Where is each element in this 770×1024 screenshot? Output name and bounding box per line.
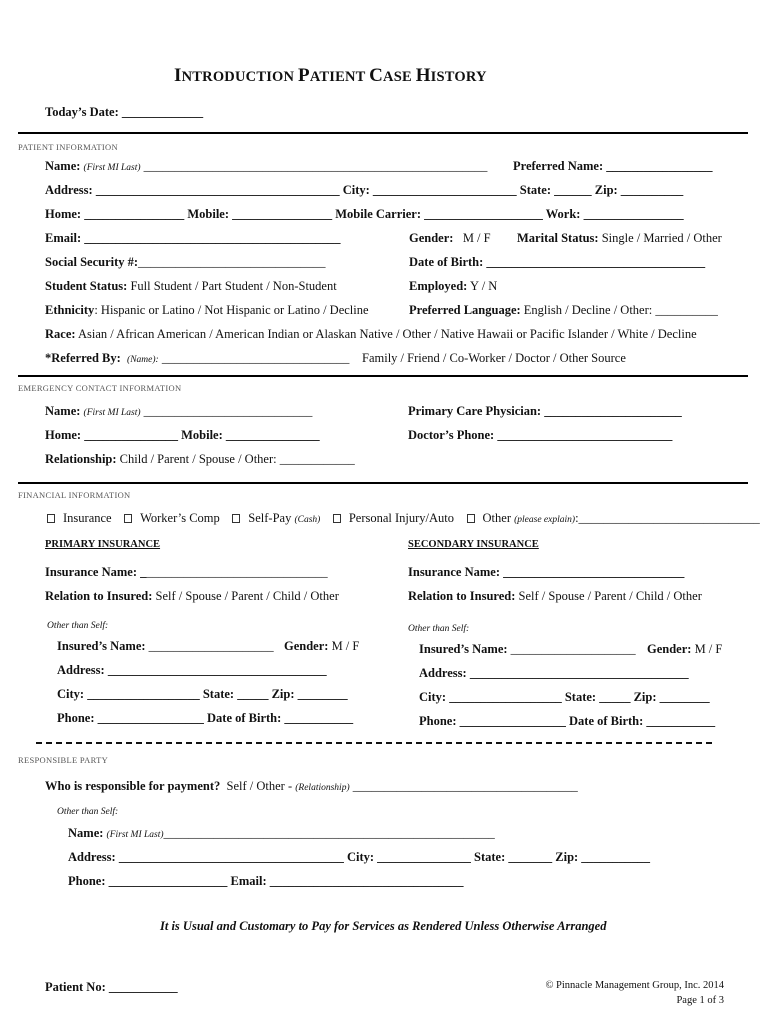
secondary-relation-field[interactable]: Relation to Insured: Self / Spouse / Parent / Child / Other [408, 589, 702, 603]
section-heading-financial: FINANCIAL INFORMATION [18, 490, 131, 500]
section-heading-patient-information: PATIENT INFORMATION [18, 142, 118, 152]
patient-name-field[interactable]: Name: (First MI Last) _______________________________________________________ [45, 159, 488, 173]
primary-relation-field[interactable]: Relation to Insured: Self / Spouse / Parent / Child / Other [45, 589, 339, 603]
workers-comp-checkbox[interactable]: Worker’s Comp [124, 511, 220, 525]
checkbox-icon [124, 514, 132, 523]
section-divider [18, 375, 748, 377]
responsible-phone-row[interactable]: Phone: ___________________ Email: _______________________________ [68, 874, 464, 888]
secondary-insured-name-field[interactable]: Insured’s Name: ____________________ [419, 642, 636, 656]
page-number: Page 1 of 3 [676, 995, 724, 1006]
secondary-insurance-heading: SECONDARY INSURANCE [408, 539, 539, 550]
emergency-name-field[interactable]: Name: (First MI Last) ___________________________ [45, 404, 313, 418]
primary-insured-phone-row[interactable]: Phone: _________________ Date of Birth: ___________ [57, 711, 354, 725]
secondary-insured-city-row[interactable]: City: __________________ State: _____ Zip: ________ [419, 690, 710, 704]
doctor-phone-field[interactable]: Doctor’s Phone: ____________________________ [408, 428, 673, 442]
primary-insured-address-field[interactable]: Address: ___________________________________ [57, 663, 327, 677]
secondary-other-than-self: Other than Self: [408, 624, 470, 634]
responsible-other-than-self: Other than Self: [57, 807, 119, 817]
secondary-insured-gender-field[interactable]: Gender: M / F [647, 642, 723, 656]
ssn-field[interactable]: Social Security #:______________________________ [45, 255, 326, 269]
relationship-field[interactable]: Relationship: Child / Parent / Spouse / Other: ____________ [45, 452, 355, 466]
address-row[interactable]: Address: _______________________________________ City: _______________________ State: ______ Zip: __________ [45, 183, 684, 197]
checkbox-icon [333, 514, 341, 523]
secondary-insurance-name-field[interactable]: Insurance Name: _____________________________ [408, 565, 685, 579]
checkbox-icon [47, 514, 55, 523]
gender-field[interactable]: Gender: M / F [409, 231, 491, 245]
dob-field[interactable]: Date of Birth: ___________________________________ [409, 255, 706, 269]
ethnicity-field[interactable]: Ethnicity: Hispanic or Latino / Not Hispanic or Latino / Decline [45, 303, 369, 317]
emergency-phone-row[interactable]: Home: _______________ Mobile: _______________ [45, 428, 320, 442]
section-heading-emergency-contact: EMERGENCY CONTACT INFORMATION [18, 383, 182, 393]
email-field[interactable]: Email: _________________________________________ [45, 231, 341, 245]
section-heading-responsible-party: RESPONSIBLE PARTY [18, 755, 109, 765]
primary-other-than-self: Other than Self: [47, 621, 109, 631]
checkbox-icon [232, 514, 240, 523]
self-pay-checkbox[interactable]: Self-Pay (Cash) [232, 511, 320, 525]
employed-field[interactable]: Employed: Y / N [409, 279, 498, 293]
payment-note: It is Usual and Customary to Pay for Services as Rendered Unless Otherwise Arranged [160, 919, 607, 933]
payment-type-options [47, 512, 760, 526]
referral-source-options[interactable]: Family / Friend / Co-Worker / Doctor / Other Source [362, 351, 626, 365]
patient-number-field[interactable]: Patient No: ___________ [45, 980, 178, 994]
responsible-party-field[interactable]: Who is responsible for payment? Self / Other - (Relationship) ____________________________________ [45, 779, 578, 793]
insurance-checkbox[interactable]: Insurance [47, 511, 112, 525]
dashed-divider [36, 742, 712, 744]
section-divider [18, 132, 748, 134]
student-status-field[interactable]: Student Status: Full Student / Part Student / Non-Student [45, 279, 337, 293]
personal-injury-checkbox[interactable]: Personal Injury/Auto [333, 511, 454, 525]
page-title: INTRODUCTION PATIENT CASE HISTORY [174, 65, 487, 86]
race-field[interactable]: Race: Asian / African American / American Indian or Alaskan Native / Other / Native Hawaii or Pacific Islander / White / Decline [45, 327, 697, 341]
responsible-address-row[interactable]: Address: ____________________________________ City: _______________ State: _______ Zip: ___________ [68, 850, 651, 864]
primary-insured-city-row[interactable]: City: __________________ State: _____ Zip: ________ [57, 687, 348, 701]
phone-row[interactable]: Home: ________________ Mobile: ________________ Mobile Carrier: ___________________ Work: ________________ [45, 207, 684, 221]
responsible-name-field[interactable]: Name: (First MI Last)_____________________________________________________ [68, 826, 495, 840]
primary-insurance-name-field[interactable]: Insurance Name: ______________________________ [45, 565, 328, 579]
secondary-insured-phone-row[interactable]: Phone: _________________ Date of Birth: ___________ [419, 714, 716, 728]
primary-insured-gender-field[interactable]: Gender: M / F [284, 639, 360, 653]
primary-insurance-heading: PRIMARY INSURANCE [45, 539, 161, 550]
section-divider [18, 482, 748, 484]
preferred-language-field[interactable]: Preferred Language: English / Decline / Other: __________ [409, 303, 718, 317]
secondary-insured-address-field[interactable]: Address: ___________________________________ [419, 666, 689, 680]
preferred-name-field[interactable]: Preferred Name: _________________ [513, 159, 713, 173]
todays-date-field[interactable]: Today’s Date: _____________ [45, 105, 204, 119]
primary-care-physician-field[interactable]: Primary Care Physician: ______________________ [408, 404, 682, 418]
checkbox-icon [467, 514, 475, 523]
referred-by-field[interactable]: *Referred By: (Name): ______________________________ [45, 351, 350, 365]
marital-status-field[interactable]: Marital Status: Single / Married / Other [517, 231, 722, 245]
copyright-notice: © Pinnacle Management Group, Inc. 2014 [545, 980, 724, 991]
primary-insured-name-field[interactable]: Insured’s Name: ____________________ [57, 639, 274, 653]
other-checkbox[interactable]: Other (please explain):_____________________________ [467, 511, 760, 525]
